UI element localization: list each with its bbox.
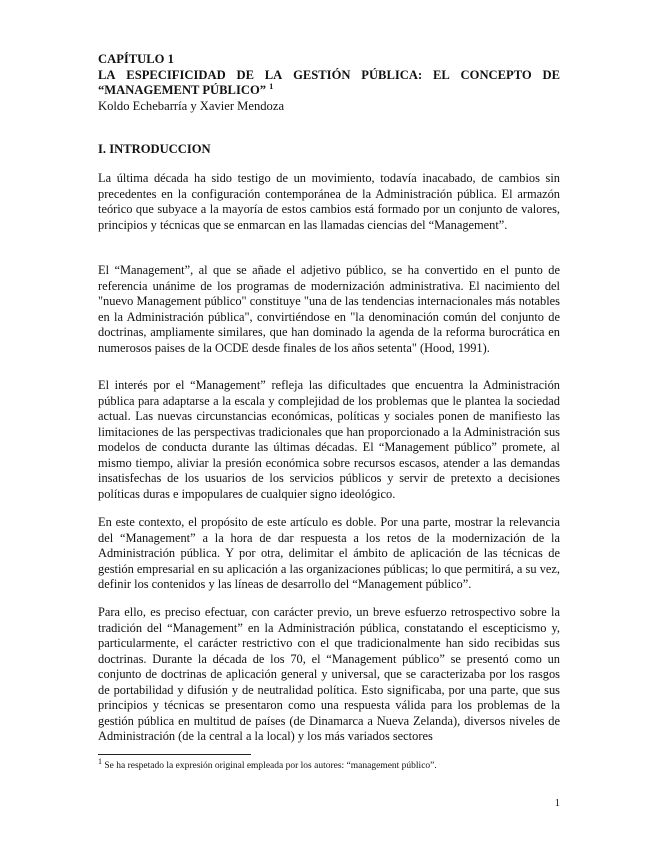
chapter-heading: [98, 52, 560, 114]
title-word: CONCEPTO: [460, 67, 532, 82]
footnote-text: Se ha respetado la expresión original empleada por los autores: “management público”.: [104, 761, 437, 771]
title-word: DE: [236, 67, 254, 82]
footnote-marker: 1: [98, 756, 102, 766]
page-number: 1: [554, 798, 560, 809]
footnote-divider: [98, 754, 251, 755]
authors: Koldo Echebarría y Xavier Mendoza: [98, 98, 285, 113]
footnote-reference[interactable]: 1: [269, 81, 274, 91]
title-word: PÚBLICA:: [361, 67, 423, 82]
chapter-title-line-2: [98, 83, 560, 99]
title-word: GESTIÓN: [293, 67, 351, 82]
title-word: LA: [98, 67, 116, 82]
paragraph: En este contexto, el propósito de este artículo es doble. Por una parte, mostrar la relevancia del “Management” a la hora de dar respuesta a los retos de la modernización de la Administración pública. Y por otra, delimitar el ámbito de aplicación de las técnicas de gestión empresarial en su aplicación a las organizaciones públicas; lo que permitirá, a su vez, definir los contenidos y las líneas de desarrollo del “Management público”.: [98, 515, 560, 591]
title-word: EL: [432, 67, 450, 82]
paragraph: El “Management”, al que se añade el adjetivo público, se ha convertido en el punto de referencia unánime de los programas de modernización administrativa. El nacimiento del "nuevo Management público" constituye "una de las tendencias internacionales más notables en la Administración pública", convirtiéndose en "la denominación común del conjunto de doctrinas, ampliamente similares, que han dominado la agenda de la reforma burocrática en numerosos paises de la OCDE desde finales de los años setenta" (Hood, 1991).: [98, 263, 560, 355]
paragraph: El interés por el “Management” refleja las dificultades que encuentra la Administración pública para adaptarse a la escala y complejidad de los problemas que le plantea la sociedad actual. Las nuevas circunstancias económicas, políticas y sociales ponen de manifiesto las limitaciones de las perspectivas tradicionales que han proporcionado a la Administración sus modelos de conducta durante las últimas décadas. El “Management público” promete, al mismo tiempo, aliviar la presión económica sobre recursos escasos, atender a las demandas insatisfechas de los usuarios de los servicios públicos y servir de pretexto a decisiones políticas duras e impopulares de cualquier signo ideológico.: [98, 378, 560, 501]
paragraph: La última década ha sido testigo de un movimiento, todavía inacabado, de cambios sin precedentes en la configuración contemporánea de la Administración pública. El armazón teórico que subyace a la mayoría de estos cambios está formado por un conjunto de valores, principios y técnicas que se enmarcan en las llamadas ciencias del “Management”.: [98, 171, 560, 232]
section-heading: I. INTRODUCCION: [98, 142, 211, 156]
chapter-title-line-1: [98, 68, 560, 84]
chapter-label: CAPÍTULO 1: [98, 52, 174, 66]
chapter-title-text: “MANAGEMENT PÚBLICO”: [98, 83, 267, 97]
title-word: LA: [264, 67, 283, 82]
paragraph: Para ello, es preciso efectuar, con carácter previo, un breve esfuerzo retrospectivo sobre la tradición del “Management” en la Administración pública, constatando el escepticismo y, particularmente, el carácter restrictivo con el que tradicionalmente han sido recibidas sus doctrinas. Durante la década de los 70, el “Management público” se presentó como un conjunto de doctrinas de aplicación general y universal, que se caracterizaba por los rasgos de portabilidad y difusión y de neutralidad política. Esto significaba, por una parte, que sus principios y técnicas se presentaron como una respuesta válida para los problemas de la gestión pública en multitud de países (de Dinamarca a Nueva Zelanda), diversos niveles de Administración (de la central a la local) y los más variados sectores: [98, 605, 560, 743]
title-word: DE: [542, 67, 560, 82]
footnote: [98, 756, 560, 772]
title-word: ESPECIFICIDAD: [126, 67, 226, 82]
